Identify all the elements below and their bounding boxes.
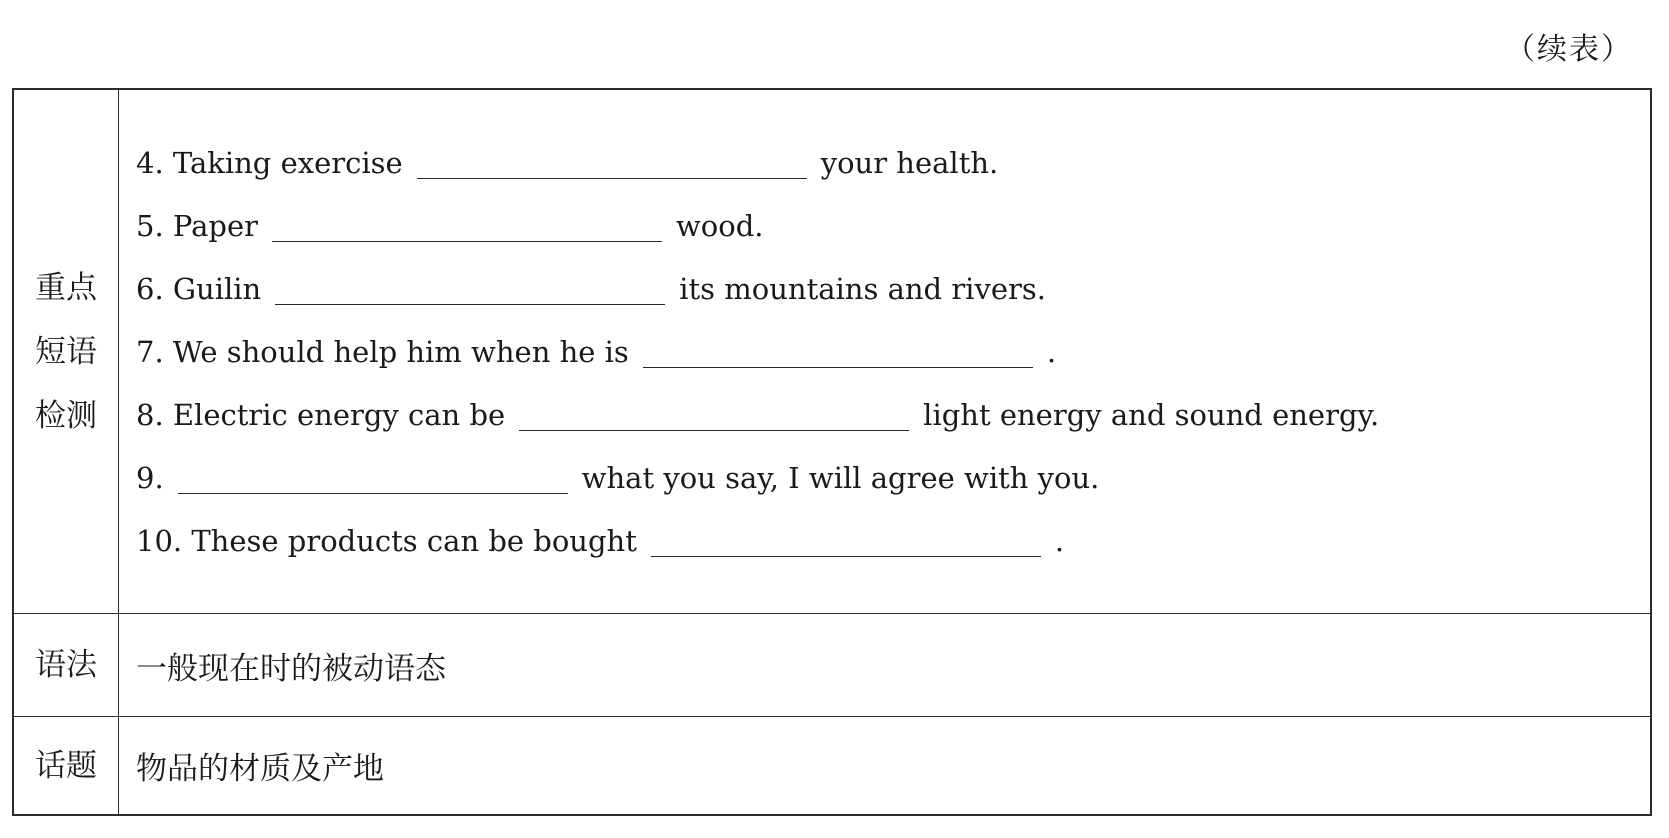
answer-blank[interactable] — [643, 345, 1033, 368]
exercise-prefix: 4. Taking exercise — [136, 146, 403, 180]
answer-blank[interactable] — [417, 156, 807, 179]
exercise-item-6 — [136, 258, 1630, 321]
answer-blank[interactable] — [651, 534, 1041, 557]
exercise-prefix: 8. Electric energy can be — [136, 398, 506, 432]
exercise-item-10 — [136, 510, 1630, 573]
topic-content: 物品的材质及产地 — [136, 751, 384, 787]
exercise-item-5 — [136, 195, 1630, 258]
row-label: 语法 — [35, 647, 97, 683]
column-divider — [118, 90, 119, 613]
exercise-suffix: light energy and sound energy. — [923, 398, 1380, 432]
exercise-prefix: 5. Paper — [136, 209, 258, 243]
summary-table — [12, 88, 1652, 816]
row-content-cell — [136, 717, 1630, 814]
row-label-cell — [14, 90, 118, 613]
column-divider — [118, 717, 119, 814]
exercise-item-4 — [136, 132, 1630, 195]
exercise-item-8 — [136, 384, 1630, 447]
row-label-cell — [14, 614, 118, 716]
exercise-suffix: what you say, I will agree with you. — [581, 461, 1100, 495]
table-row-grammar — [14, 614, 1650, 717]
row-label: 话题 — [35, 747, 97, 784]
continued-label: （续表） — [1505, 32, 1633, 67]
row-label-cell — [14, 717, 118, 814]
exercise-item-7 — [136, 321, 1630, 384]
exercise-prefix: 10. These products can be bought — [136, 524, 637, 558]
exercise-suffix: . — [1046, 335, 1057, 369]
exercise-suffix: your health. — [820, 146, 999, 180]
table-row-topic — [14, 717, 1650, 814]
exercise-suffix: . — [1054, 524, 1065, 558]
exercise-prefix: 9. — [136, 461, 164, 495]
exercise-list — [136, 90, 1630, 613]
exercise-suffix: wood. — [675, 209, 764, 243]
row-label: 重点短语检测 — [35, 269, 97, 434]
exercise-item-9 — [136, 447, 1630, 510]
answer-blank[interactable] — [275, 282, 665, 305]
grammar-content: 一般现在时的被动语态 — [136, 650, 446, 687]
exercise-prefix: 6. Guilin — [136, 272, 262, 306]
exercise-prefix: 7. We should help him when he is — [136, 335, 629, 369]
column-divider — [118, 614, 119, 716]
row-content-cell — [136, 614, 1630, 716]
table-row-phrase-check — [14, 90, 1650, 614]
answer-blank[interactable] — [178, 471, 568, 494]
answer-blank[interactable] — [519, 408, 909, 431]
answer-blank[interactable] — [272, 219, 662, 242]
exercise-suffix: its mountains and rivers. — [679, 272, 1046, 306]
